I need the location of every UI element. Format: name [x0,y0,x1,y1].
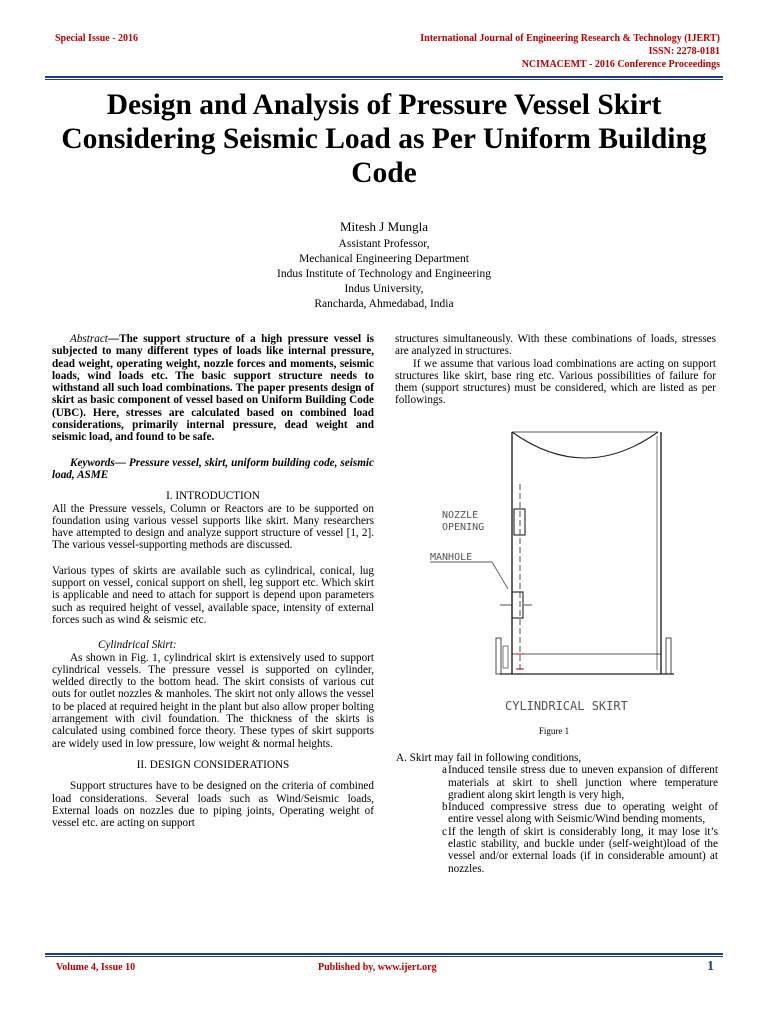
header-conference: NCIMACEMT - 2016 Conference Proceedings [521,59,720,70]
author-name: Mitesh J Mungla [339,219,429,234]
vessel-head-arc [512,432,658,458]
abstract-label: Abstract [70,333,108,345]
right-paragraph-1: structures simultaneously. With these combinations of loads, stresses are analyzed in structures. [395,333,716,358]
header-journal-info [300,32,720,71]
nozzle-opening [514,509,525,535]
figure-caption: Figure 1 [538,726,570,736]
failure-list-intro: A. Skirt may fail in following conditions, [396,752,582,764]
right-paragraph-2: If we assume that various load combinations are acting on support structures like skirt, base ring etc. Various possibilities of failure for them (support structures) must be considered, which are listed as per followings. [395,357,716,407]
list-marker: b [442,801,448,814]
section-heading-design: II. DESIGN CONSIDERATIONS [136,758,290,771]
list-text: Induced compressive stress due to operating weight of entire vessel along with Seismic/Wind bending moments, [448,801,718,826]
paper-title: Design and Analysis of Pressure Vessel Skirt Considering Seismic Load as Per Uniform Building Code [61,89,707,189]
page-number: 1 [707,959,714,974]
manhole-opening [512,592,523,618]
list-item [396,801,718,826]
manhole-label: MANHOLE [430,552,473,563]
list-text: If the length of skirt is considerably long, it may lose it’s elastic stability, and buckle under (self-weight)load of the vessel and/or external loads (if in considerable amount) at nozzles. [448,825,718,875]
keywords [52,457,374,482]
subheading-cylindrical-skirt: Cylindrical Skirt: [98,639,177,652]
keywords-text: — Pressure vessel, skirt, uniform building code, seismic load, ASME [52,456,374,481]
header-special-issue: Special Issue - 2016 [55,33,139,44]
drawing-caption: CYLINDRICAL SKIRT [505,699,628,713]
author-line: Indus University, [344,283,424,295]
header-rule [45,76,723,80]
nozzle-label: NOZZLE [442,510,479,521]
author-line: Indus Institute of Technology and Engineering [277,268,491,280]
footer-volume: Volume 4, Issue 10 [56,962,136,973]
author-line: Rancharda, Ahmedabad, India [314,298,454,310]
footer-rule [45,953,723,957]
intro-paragraph-1: All the Pressure vessels, Column or Reactors are to be supported on foundation using various vessel supports like skirt. Many researchers have attempted to design and analyze support structure of vessel [1, 2]. The various vessel-supporting methods are discussed. [52,502,374,552]
failure-list [396,752,718,875]
header-issn: ISSN: 2278-0181 [648,46,720,57]
list-marker: a [442,764,447,777]
author-line: Assistant Professor, [338,238,430,250]
list-text: Induced tensile stress due to uneven expansion of different materials at skirt to shell junction where temperature gradient along skirt length is very high, [448,764,718,801]
abstract-text: —The support structure of a high pressure vessel is subjected to many different types of loads like internal pressure, dead weight, operating weight, nozzle forces and moments, seismic loads, wind loads etc. The basic support structure needs to withstand all such load combinations. The paper presents design of skirt as basic component of vessel based on Uniform Building Code (UBC). Here, stresses are calculated based on combined load considerations, primarily internal pressure, dead weight and seismic load, and found to be safe. [52,333,374,444]
right-column [395,333,716,407]
footer-published: Published by, www.ijert.org [318,962,437,973]
left-column [52,333,374,829]
list-item [396,764,718,801]
design-paragraph: Support structures have to be designed on the criteria of combined load considerations. Several loads such as Wind/Seismic loads, External loads on nozzles due to piping joints, Operating weight of vessel etc. are acting on support [52,780,374,830]
section-heading-introduction: I. INTRODUCTION [166,490,260,503]
intro-paragraph-2: Various types of skirts are available such as cylindrical, conical, lug support on vessel, conical support on shell, leg support etc. Which skirt is applicable and need to attach for support is depend upon parameters such as required height of vessel, available space, intensity of external forces such as wind & seismic etc. [52,564,374,626]
figure-cylindrical-skirt [420,424,710,724]
header-journal-name: International Journal of Engineering Research & Technology (IJERT) [420,33,720,44]
list-marker: c [442,825,447,838]
author-line: Mechanical Engineering Department [299,253,469,265]
author-block [184,218,584,312]
cylindrical-skirt-paragraph: As shown in Fig. 1, cylindrical skirt is extensively used to support cylindrical vessels. The pressure vessel is supported on cylinder, welded directly to the bottom head. The skirt consists of various cut outs for outlet nozzles & manholes. The skirt not only allows the vessel to be placed at required height in the plant but also allow proper bolting arrangement with civil foundation. The thickness of the skirts is calculated using combined force theory. These types of skirt supports are widely used in low pressure, low weight & normal heights. [52,651,374,750]
abstract [52,333,374,444]
opening-label: OPENING [442,522,485,533]
list-item [396,826,718,875]
keywords-label: Keywords [70,456,115,469]
